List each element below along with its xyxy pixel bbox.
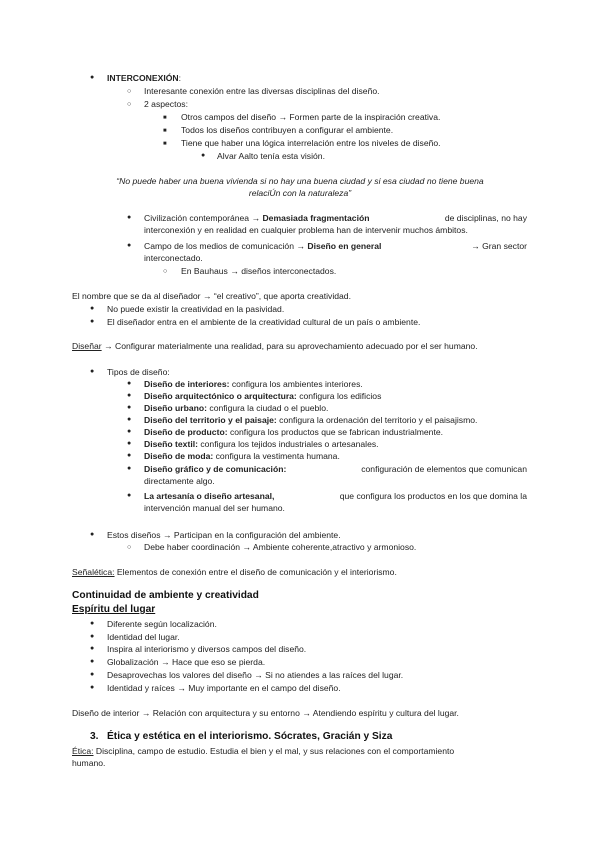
medios-line: Campo de los medios de comunicación → Diseño en general → Gran sector	[144, 241, 527, 251]
estos-item: Estos diseños → Participan en la configuración del ambiente.	[107, 530, 341, 540]
circle-bullet-icon: ○	[127, 88, 132, 95]
bullet-icon: ●	[127, 465, 132, 472]
tipo-item: Diseño del territorio y el paisaje: configura la ordenación del territorio y el paisajismo.	[144, 415, 478, 425]
bullet-icon: ●	[90, 620, 95, 627]
espiritu-item: Desaprovechas los valores del diseño → Si no atiendes a las raíces del lugar.	[107, 670, 404, 680]
bullet-icon: ●	[127, 416, 132, 423]
bullet-icon: ●	[90, 671, 95, 678]
bauhaus-item: En Bauhaus → diseños interconectados.	[181, 266, 337, 276]
bullet-icon: ●	[90, 318, 95, 325]
tipo-item-artesania: La artesanía o diseño artesanal, que configura los productos en los que domina la	[144, 491, 527, 501]
bullet-icon: ●	[127, 392, 132, 399]
disenador-intro: El nombre que se da al diseñador → “el creativo”, que aporta creatividad.	[72, 291, 351, 301]
bullet-icon: ●	[127, 492, 132, 499]
circle-bullet-icon: ○	[163, 268, 168, 275]
bullet-icon: ●	[90, 658, 95, 665]
tipo-item: Diseño de interiores: configura los ambientes interiores.	[144, 379, 363, 389]
espiritu-item: Identidad y raíces → Muy importante en el campo del diseño.	[107, 683, 341, 693]
tipo-item: Diseño de producto: configura los productos que se fabrican industrialmente.	[144, 427, 444, 437]
bullet-icon: ●	[127, 214, 132, 221]
bullet-icon: ●	[127, 404, 132, 411]
bullet-icon: ●	[127, 380, 132, 387]
bullet-icon: ●	[90, 368, 95, 375]
bullet-icon: ●	[90, 633, 95, 640]
bullet-icon: ●	[127, 452, 132, 459]
etica-heading: 3. Ética y estética en el interiorismo. Sócrates, Gracián y Siza	[90, 731, 393, 742]
tipo-item-artesania-cont: intervención manual del ser humano.	[144, 503, 285, 513]
espiritu-item: Globalización → Hace que eso se pierda.	[107, 657, 266, 667]
continuidad-heading: Continuidad de ambiente y creatividad	[72, 590, 259, 601]
medios-line-cont: interconectado.	[144, 253, 203, 263]
espiritu-item: Inspira al interiorismo y diversos campos del diseño.	[107, 644, 307, 654]
disenador-item: No puede existir la creatividad en la pasividad.	[107, 304, 285, 314]
etica-definition-cont: humano.	[72, 758, 106, 768]
espiritu-subheading: Espíritu del lugar	[72, 604, 156, 615]
tipos-title: Tipos de diseño:	[107, 367, 170, 377]
bullet-icon: ●	[90, 684, 95, 691]
bullet-icon: ●	[127, 440, 132, 447]
interconexion-subitem: Otros campos del diseño → Formen parte de la inspiración creativa.	[181, 112, 441, 122]
quote-line: relaciÚn con la naturaleza”	[248, 188, 352, 198]
quote-line: “No puede haber una buena vivienda si no hay una buena ciudad y si esa ciudad no tiene buena	[116, 176, 484, 186]
bullet-icon: ●	[127, 428, 132, 435]
estos-subitem: Debe haber coordinación → Ambiente coherente,atractivo y armonioso.	[144, 542, 417, 552]
bullet-icon: ●	[90, 531, 95, 538]
interconexion-subsubitem: Alvar Aalto tenía esta visión.	[217, 151, 325, 161]
tipo-item: Diseño urbano: configura la ciudad o el pueblo.	[144, 403, 329, 413]
bullet-icon: ●	[127, 242, 132, 249]
bullet-icon: ●	[90, 645, 95, 652]
tipo-item-grafico-cont: directamente algo.	[144, 476, 215, 486]
interconexion-subitem: Todos los diseños contribuyen a configurar el ambiente.	[181, 125, 394, 135]
tipo-item: Diseño arquitectónico o arquitectura: configura los edificios	[144, 391, 382, 401]
diseno-interior-closing: Diseño de interior → Relación con arquitectura y su entorno → Atendiendo espíritu y cultura del lugar.	[72, 708, 459, 718]
disenador-item: El diseñador entra en el ambiente de la creatividad cultural de un país o ambiente.	[107, 317, 421, 327]
circle-bullet-icon: ○	[127, 544, 132, 551]
square-bullet-icon: ■	[163, 128, 167, 134]
circle-bullet-icon: ○	[127, 101, 132, 108]
interconexion-subitem: Tiene que haber una lógica interrelación entre los niveles de diseño.	[181, 138, 441, 148]
senaletica-definition: Señalética: Elementos de conexión entre el diseño de comunicación y el interiorismo.	[72, 567, 397, 577]
tipo-item: Diseño textil: configura los tejidos industriales o artesanales.	[144, 439, 379, 449]
bullet-icon: ●	[201, 152, 206, 159]
disenar-definition: Diseñar → Configurar materialmente una realidad, para su aprovechamiento adecuado por el ser humano.	[72, 341, 478, 351]
espiritu-item: Identidad del lugar.	[107, 632, 180, 642]
tipo-item-grafico: Diseño gráfico y de comunicación: configuración de elementos que comunican	[144, 464, 527, 474]
etica-definition: Ética: Disciplina, campo de estudio. Estudia el bien y el mal, y sus relaciones con el comportamiento	[72, 746, 455, 756]
interconexion-title: INTERCONEXIÓN:	[107, 73, 182, 83]
interconexion-item: 2 aspectos:	[144, 99, 188, 109]
tipo-item: Diseño de moda: configura la vestimenta humana.	[144, 451, 340, 461]
civilizacion-line-cont: interconexión y en realidad en cualquier problema han de intervenir muchos ámbitos.	[144, 225, 468, 235]
civilizacion-line: Civilización contemporánea → Demasiada fragmentación de disciplinas, no hay	[144, 213, 527, 223]
interconexion-item: Interesante conexión entre las diversas disciplinas del diseño.	[144, 86, 380, 96]
espiritu-item: Diferente según localización.	[107, 619, 217, 629]
bullet-icon: ●	[90, 305, 95, 312]
bullet-icon: ●	[90, 74, 95, 81]
square-bullet-icon: ■	[163, 115, 167, 121]
square-bullet-icon: ■	[163, 141, 167, 147]
